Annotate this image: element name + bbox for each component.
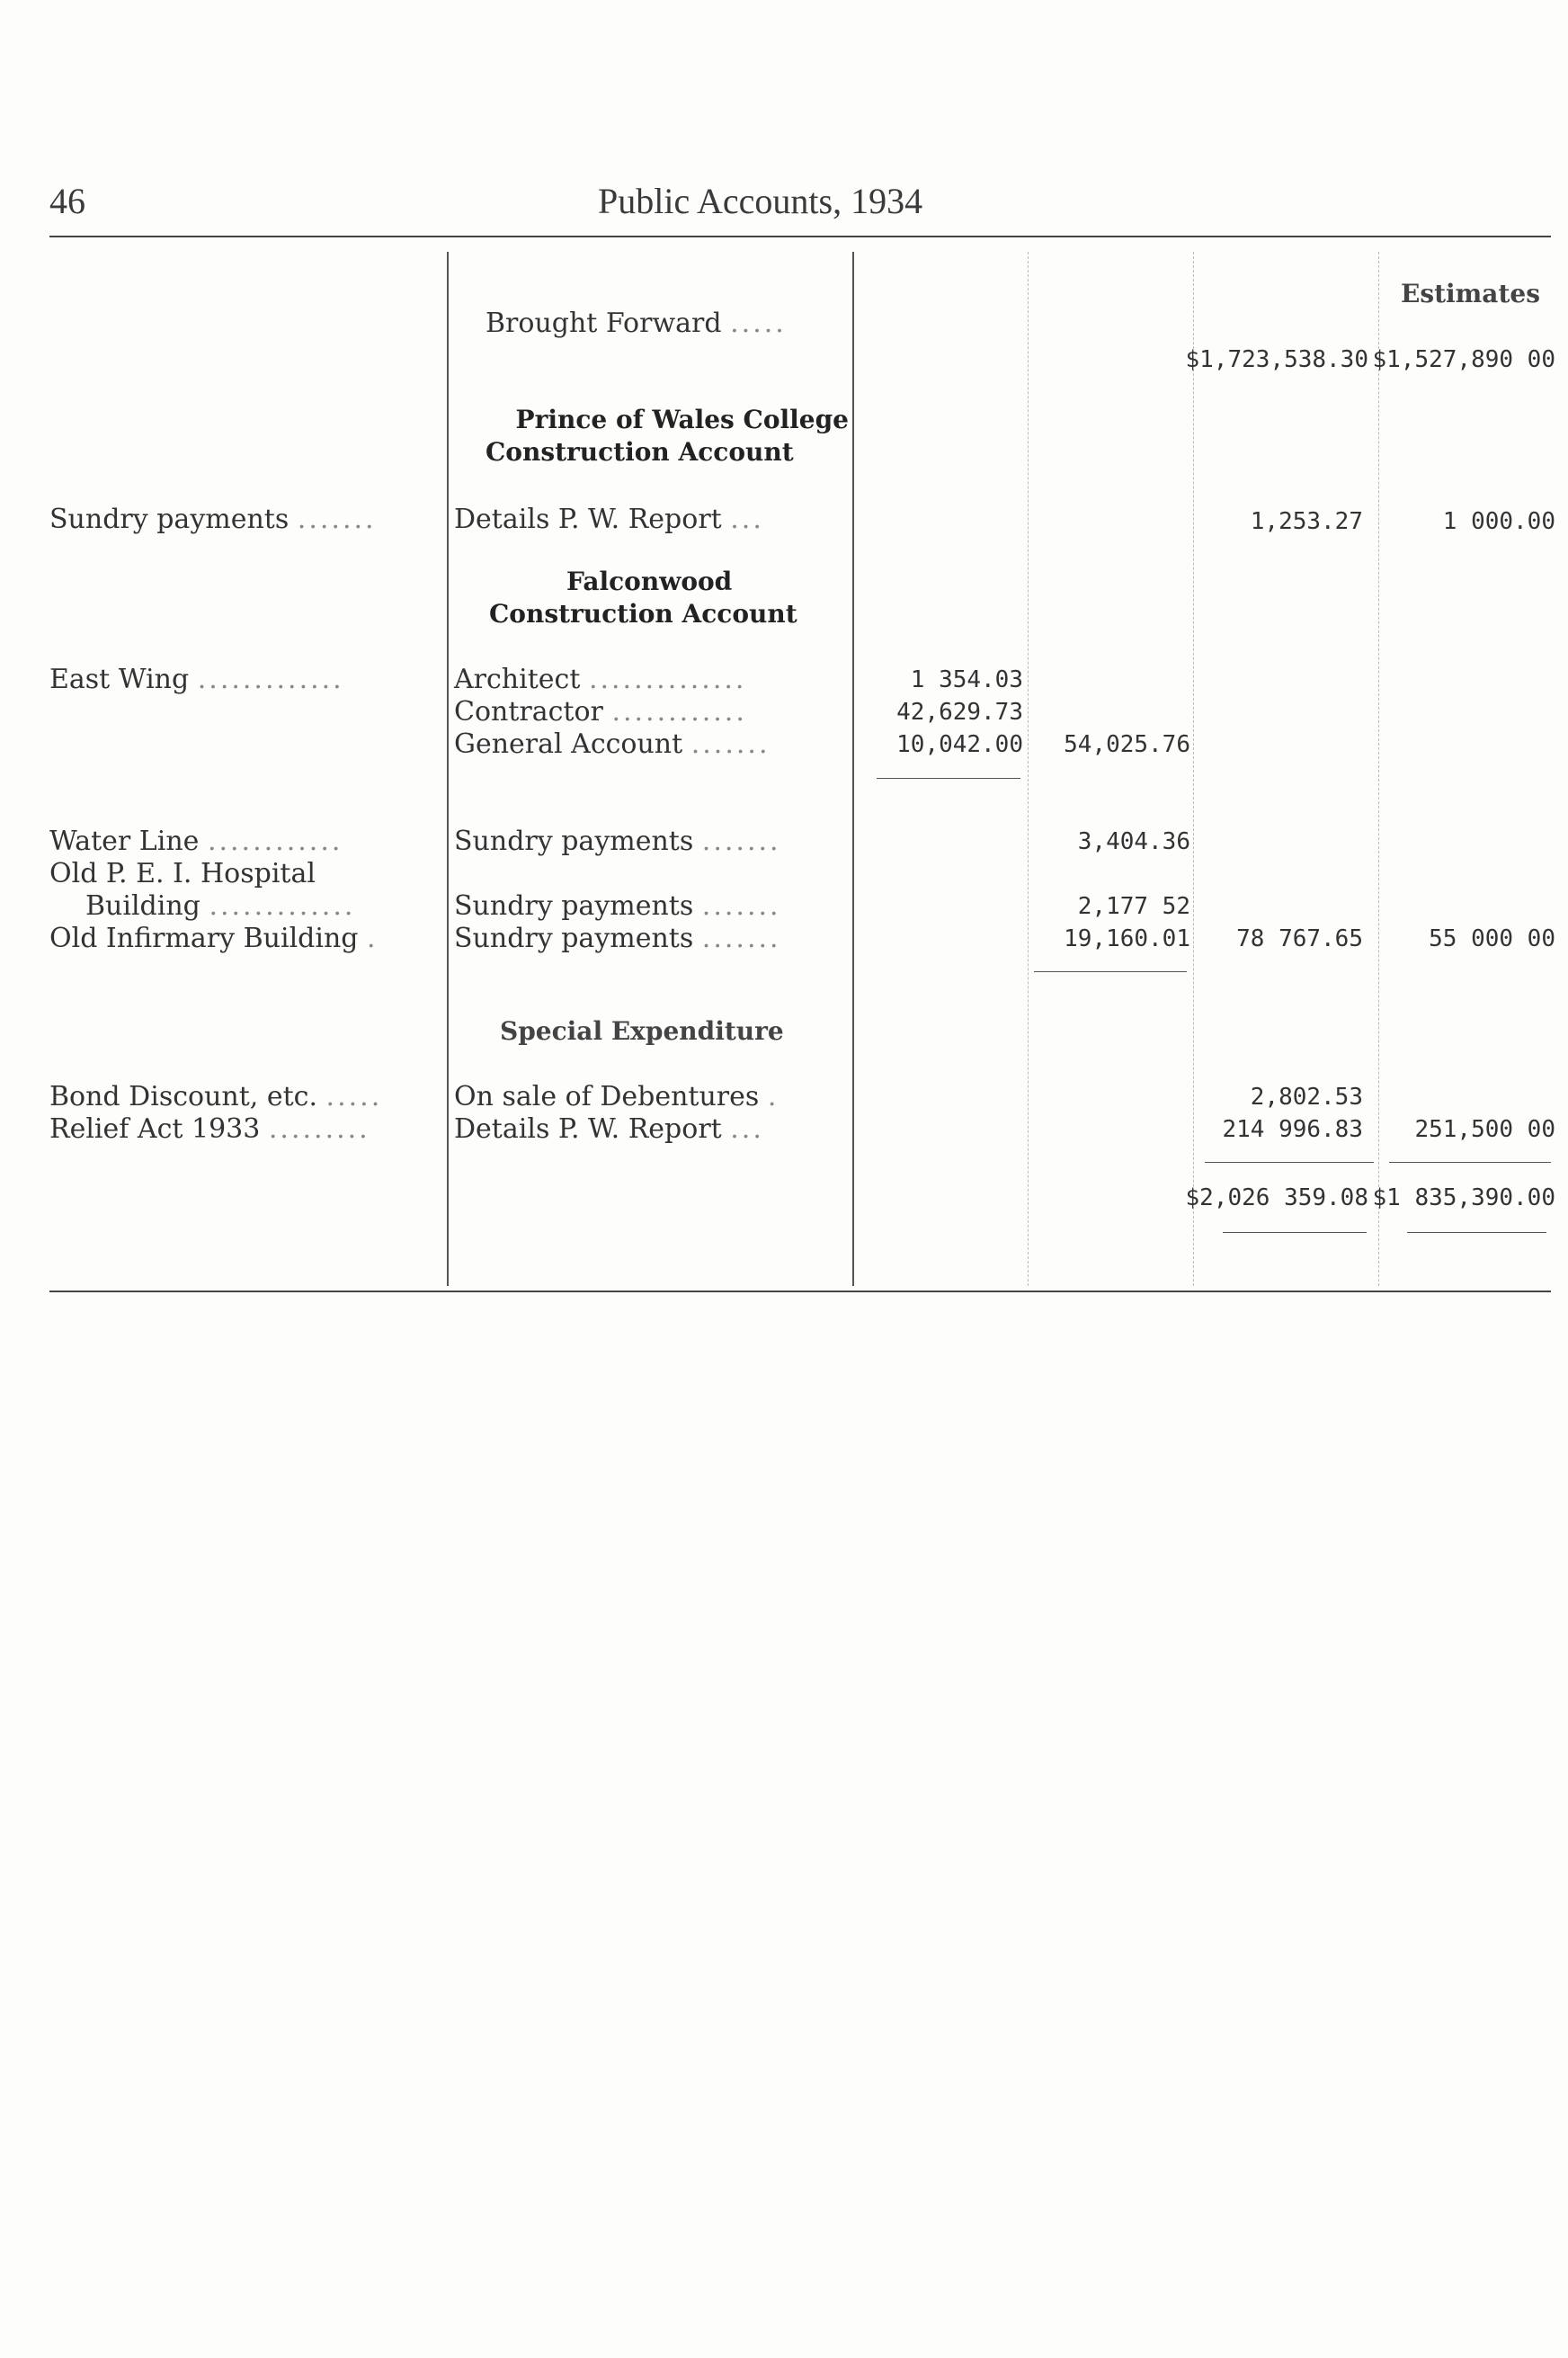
pwc-estimate: 1 000.00: [1442, 508, 1555, 535]
grand-total: $2,026 359.08: [1185, 1184, 1368, 1211]
falconwood-amount-architect: 1 354.03: [910, 666, 1023, 693]
falconwood-rule: [877, 778, 1020, 779]
water-line-detail: Sundry payments .......: [454, 826, 781, 857]
water-line-amount: 3,404.36: [1077, 828, 1190, 855]
grand-total-estimate-rule-bottom: [1407, 1232, 1546, 1233]
misc-estimate: 55 000 00: [1429, 925, 1555, 952]
pei-hospital-amount: 2,177 52: [1077, 893, 1190, 920]
brought-forward-label: Brought Forward .....: [486, 308, 787, 339]
brought-forward-estimate: $1,527,890 00: [1372, 346, 1555, 373]
falconwood-row-architect: Architect ..............: [454, 664, 747, 695]
estimates-heading: Estimates: [1401, 279, 1540, 308]
column-divider-subtotal: [1028, 252, 1029, 1286]
bond-detail: On sale of Debentures .: [454, 1081, 780, 1112]
column-divider-detail: [447, 252, 449, 1286]
grand-total-rule-top: [1205, 1162, 1374, 1163]
relief-estimate: 251,500 00: [1414, 1116, 1555, 1143]
column-divider-estimate: [1378, 252, 1379, 1286]
grand-total-rule-bottom: [1223, 1232, 1367, 1233]
page-title: Public Accounts, 1934: [598, 181, 923, 221]
special-heading: Special Expenditure: [500, 1016, 784, 1046]
pei-hospital-item-line1: Old P. E. I. Hospital: [49, 858, 316, 889]
misc-rule: [1034, 971, 1187, 972]
column-divider-total: [1193, 252, 1194, 1286]
pwc-detail: Details P. W. Report ...: [454, 504, 764, 535]
relief-detail: Details P. W. Report ...: [454, 1113, 764, 1145]
brought-forward-total: $1,723,538.30: [1185, 346, 1368, 373]
falconwood-heading-line2: Construction Account: [489, 599, 797, 629]
pei-hospital-detail: Sundry payments .......: [454, 890, 781, 922]
pwc-heading-line2: Construction Account: [486, 437, 794, 467]
falconwood-heading-line1: Falconwood: [566, 567, 733, 596]
header-rule: [49, 236, 1551, 237]
falconwood-amount-general: 10,042.00: [896, 731, 1023, 758]
misc-total: 78 767.65: [1236, 925, 1363, 952]
falconwood-row-contractor: Contractor ............: [454, 696, 747, 728]
pwc-item: Sundry payments .......: [49, 504, 377, 535]
falconwood-item: East Wing .............: [49, 664, 344, 695]
bond-item: Bond Discount, etc. .....: [49, 1081, 383, 1112]
pei-hospital-item-line2: Building .............: [85, 890, 356, 922]
pwc-heading-line1: Prince of Wales College: [515, 405, 849, 434]
relief-item: Relief Act 1933 .........: [49, 1113, 370, 1145]
table-bottom-rule: [49, 1291, 1551, 1292]
grand-total-estimate: $1 835,390.00: [1372, 1184, 1555, 1211]
infirmary-amount: 19,160.01: [1064, 925, 1190, 952]
pwc-total: 1,253.27: [1250, 508, 1363, 535]
bond-total: 2,802.53: [1250, 1084, 1363, 1111]
grand-total-estimate-rule-top: [1389, 1162, 1551, 1163]
page-number: 46: [49, 181, 85, 221]
relief-total: 214 996.83: [1222, 1116, 1363, 1143]
falconwood-subtotal: 54,025.76: [1064, 731, 1190, 758]
falconwood-row-general: General Account .......: [454, 728, 771, 760]
water-line-item: Water Line ............: [49, 826, 343, 857]
infirmary-item: Old Infirmary Building .: [49, 923, 379, 954]
falconwood-amount-contractor: 42,629.73: [896, 699, 1023, 726]
column-divider-amount: [852, 252, 854, 1286]
infirmary-detail: Sundry payments .......: [454, 923, 781, 954]
